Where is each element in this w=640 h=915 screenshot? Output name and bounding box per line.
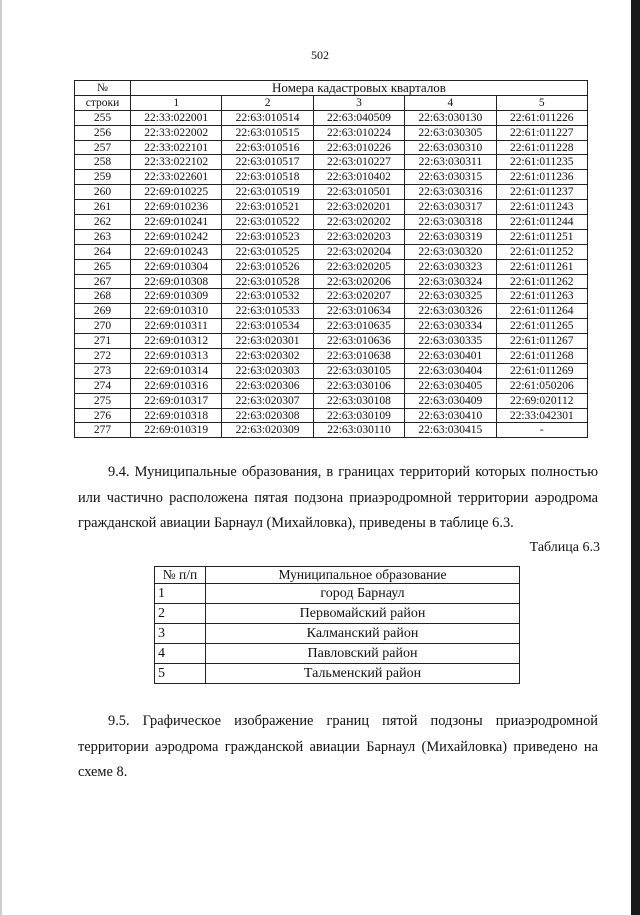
cadastral-number-cell: 22:63:030317: [405, 200, 496, 215]
column-header: 1: [131, 95, 222, 110]
table-row: [75, 170, 588, 185]
table-row: [155, 644, 520, 664]
row-number: 269: [75, 304, 131, 319]
cadastral-number-cell: 22:63:030316: [405, 185, 496, 200]
cadastral-number-cell: 22:63:010636: [313, 334, 404, 349]
cadastral-number-cell: 22:61:011269: [496, 363, 587, 378]
column-header: 2: [222, 95, 313, 110]
cadastral-number-cell: 22:63:010518: [222, 170, 313, 185]
table-row: [75, 200, 588, 215]
cadastral-number-cell: 22:61:011252: [496, 244, 587, 259]
cadastral-number-cell: 22:63:020202: [313, 215, 404, 230]
cadastral-number-cell: 22:63:020309: [222, 423, 313, 438]
row-number: 270: [75, 319, 131, 334]
cadastral-number-cell: 22:63:030405: [405, 378, 496, 393]
cadastral-number-cell: 22:33:022101: [131, 140, 222, 155]
cadastral-number-cell: 22:63:010227: [313, 155, 404, 170]
cadastral-number-cell: 22:63:030401: [405, 349, 496, 364]
cadastral-number-cell: 22:63:010522: [222, 215, 313, 230]
cadastral-number-cell: 22:63:010519: [222, 185, 313, 200]
cadastral-number-cell: 22:61:011236: [496, 170, 587, 185]
row-number: 274: [75, 378, 131, 393]
cadastral-number-cell: 22:63:010533: [222, 304, 313, 319]
column-header: 4: [405, 95, 496, 110]
table-row: [75, 423, 588, 438]
scan-left-edge: [0, 0, 2, 915]
table-row: [75, 393, 588, 408]
table-row: [75, 229, 588, 244]
cadastral-number-cell: 22:61:011262: [496, 274, 587, 289]
cadastral-number-cell: 22:63:010525: [222, 244, 313, 259]
row-number: 265: [75, 259, 131, 274]
cadastral-number-cell: 22:63:020303: [222, 363, 313, 378]
cadastral-number-cell: 22:63:020206: [313, 274, 404, 289]
row-number: 267: [75, 274, 131, 289]
cadastral-number-cell: 22:33:022002: [131, 125, 222, 140]
cadastral-number-cell: 22:61:011237: [496, 185, 587, 200]
cadastral-number-cell: 22:63:030335: [405, 334, 496, 349]
cadastral-number-cell: 22:63:010521: [222, 200, 313, 215]
table-row: [75, 289, 588, 304]
cadastral-number-cell: 22:63:020308: [222, 408, 313, 423]
cadastral-number-cell: 22:63:030325: [405, 289, 496, 304]
cadastral-number-cell: 22:63:010634: [313, 304, 404, 319]
cadastral-number-cell: 22:63:010515: [222, 125, 313, 140]
cadastral-number-cell: 22:63:010501: [313, 185, 404, 200]
cadastral-table-body: [75, 110, 588, 438]
cadastral-number-cell: 22:69:010225: [131, 185, 222, 200]
cadastral-number-cell: 22:69:010236: [131, 200, 222, 215]
cadastral-number-cell: 22:63:020201: [313, 200, 404, 215]
table-row: [75, 185, 588, 200]
table-row: [75, 378, 588, 393]
cadastral-number-cell: 22:69:010316: [131, 378, 222, 393]
cadastral-number-cell: 22:63:020301: [222, 334, 313, 349]
table-row: [75, 140, 588, 155]
row-number: 4: [155, 644, 206, 664]
cadastral-number-cell: 22:63:010532: [222, 289, 313, 304]
cadastral-number-cell: 22:63:030409: [405, 393, 496, 408]
table-row: [75, 215, 588, 230]
table-row: [75, 244, 588, 259]
cadastral-number-cell: 22:63:030334: [405, 319, 496, 334]
cadastral-number-cell: 22:33:022102: [131, 155, 222, 170]
cadastral-number-cell: 22:63:030105: [313, 363, 404, 378]
cadastral-number-cell: 22:69:010304: [131, 259, 222, 274]
cadastral-number-cell: 22:69:010311: [131, 319, 222, 334]
cadastral-number-cell: 22:63:020207: [313, 289, 404, 304]
cadastral-number-cell: 22:61:011261: [496, 259, 587, 274]
cadastral-number-cell: 22:63:010516: [222, 140, 313, 155]
table-6-3-caption: Таблица 6.3: [529, 540, 600, 555]
table-row: [75, 334, 588, 349]
cadastral-number-cell: 22:33:022001: [131, 110, 222, 125]
row-number: 3: [155, 624, 206, 644]
cadastral-number-cell: 22:61:011268: [496, 349, 587, 364]
paragraph-9-4: 9.4. Муниципальные образования, в границах территорий которых полностью или частично расположена пятая подзона приаэродромной территории аэродрома гражданской авиации Барнаул (Михайловка), приведены в таблице 6.3.: [78, 464, 598, 531]
scan-right-edge: [631, 0, 640, 915]
row-number: 264: [75, 244, 131, 259]
cadastral-number-cell: 22:63:030315: [405, 170, 496, 185]
cadastral-number-cell: 22:63:010528: [222, 274, 313, 289]
header-title: Номера кадастровых кварталов: [131, 81, 588, 96]
table-row: [75, 408, 588, 423]
table-row: [75, 155, 588, 170]
cadastral-number-cell: 22:69:010310: [131, 304, 222, 319]
cadastral-number-cell: 22:69:010318: [131, 408, 222, 423]
table-header-row: [75, 81, 588, 96]
row-number: 1: [155, 584, 206, 604]
cadastral-number-cell: 22:61:011226: [496, 110, 587, 125]
row-number: 263: [75, 229, 131, 244]
cadastral-number-cell: 22:63:010526: [222, 259, 313, 274]
cadastral-number-cell: 22:69:020112: [496, 393, 587, 408]
municipal-table-body: [155, 584, 520, 684]
row-number: 255: [75, 110, 131, 125]
cadastral-quarters-table: [74, 80, 588, 438]
column-header: 5: [496, 95, 587, 110]
header-name: Муниципальное образование: [206, 567, 520, 584]
cadastral-number-cell: 22:69:010317: [131, 393, 222, 408]
cadastral-number-cell: 22:63:030310: [405, 140, 496, 155]
cadastral-number-cell: 22:69:010312: [131, 334, 222, 349]
cadastral-number-cell: 22:61:011235: [496, 155, 587, 170]
cadastral-number-cell: 22:61:011263: [496, 289, 587, 304]
cadastral-number-cell: 22:63:030320: [405, 244, 496, 259]
row-number: 260: [75, 185, 131, 200]
table-header-row: [155, 567, 520, 584]
cadastral-number-cell: 22:63:030415: [405, 423, 496, 438]
table-row: [155, 584, 520, 604]
cadastral-number-cell: 22:63:010402: [313, 170, 404, 185]
cadastral-number-cell: 22:61:011267: [496, 334, 587, 349]
cadastral-number-cell: 22:61:011244: [496, 215, 587, 230]
table-row: [75, 319, 588, 334]
table-row: [75, 110, 588, 125]
cadastral-number-cell: 22:33:022601: [131, 170, 222, 185]
row-number: 2: [155, 604, 206, 624]
municipality-name: Первомайский район: [206, 604, 520, 624]
cadastral-number-cell: 22:61:011228: [496, 140, 587, 155]
row-number: 262: [75, 215, 131, 230]
table-row: [75, 274, 588, 289]
cadastral-number-cell: 22:63:030130: [405, 110, 496, 125]
table-row: [75, 125, 588, 140]
column-header: 3: [313, 95, 404, 110]
cadastral-number-cell: 22:63:030305: [405, 125, 496, 140]
cadastral-number-cell: 22:63:020205: [313, 259, 404, 274]
municipal-formations-table: [154, 566, 520, 684]
row-number: 5: [155, 664, 206, 684]
row-number: 261: [75, 200, 131, 215]
cadastral-number-cell: 22:69:010241: [131, 215, 222, 230]
row-number: 277: [75, 423, 131, 438]
paragraph-9-5: 9.5. Графическое изображение границ пятой подзоны приаэродромной территории аэродрома гражданской авиации Барнаул (Михайловка) приведено на схеме 8.: [78, 713, 598, 780]
row-number: 268: [75, 289, 131, 304]
table-row: [155, 664, 520, 684]
cadastral-number-cell: 22:63:030109: [313, 408, 404, 423]
table-subheader-row: [75, 95, 588, 110]
cadastral-number-cell: 22:63:030323: [405, 259, 496, 274]
row-number: 259: [75, 170, 131, 185]
cadastral-number-cell: 22:63:010523: [222, 229, 313, 244]
cadastral-number-cell: 22:61:011265: [496, 319, 587, 334]
cadastral-number-cell: 22:63:010226: [313, 140, 404, 155]
cadastral-number-cell: 22:63:030108: [313, 393, 404, 408]
row-number: 276: [75, 408, 131, 423]
cadastral-number-cell: 22:69:010313: [131, 349, 222, 364]
cadastral-number-cell: 22:69:010243: [131, 244, 222, 259]
cadastral-number-cell: 22:63:030318: [405, 215, 496, 230]
municipality-name: Тальменский район: [206, 664, 520, 684]
cadastral-number-cell: 22:69:010308: [131, 274, 222, 289]
cadastral-number-cell: 22:63:020204: [313, 244, 404, 259]
cadastral-number-cell: 22:63:030319: [405, 229, 496, 244]
cadastral-number-cell: 22:63:030324: [405, 274, 496, 289]
row-number: 257: [75, 140, 131, 155]
cadastral-number-cell: 22:61:011227: [496, 125, 587, 140]
row-number: 273: [75, 363, 131, 378]
header-number-sign: №: [75, 81, 131, 96]
table-row: [75, 363, 588, 378]
table-row: [75, 304, 588, 319]
cadastral-number-cell: 22:61:050206: [496, 378, 587, 393]
header-rows-label: строки: [75, 95, 131, 110]
table-row: [75, 259, 588, 274]
cadastral-number-cell: 22:69:010319: [131, 423, 222, 438]
row-number: 271: [75, 334, 131, 349]
cadastral-number-cell: 22:33:042301: [496, 408, 587, 423]
row-number: 256: [75, 125, 131, 140]
municipality-name: город Барнаул: [206, 584, 520, 604]
cadastral-number-cell: 22:63:010514: [222, 110, 313, 125]
cadastral-number-cell: 22:61:011251: [496, 229, 587, 244]
cadastral-number-cell: 22:63:010534: [222, 319, 313, 334]
cadastral-number-cell: 22:63:020307: [222, 393, 313, 408]
cadastral-number-cell: 22:63:010635: [313, 319, 404, 334]
cadastral-number-cell: 22:63:030326: [405, 304, 496, 319]
header-num: № п/п: [155, 567, 206, 584]
cadastral-number-cell: 22:63:020203: [313, 229, 404, 244]
row-number: 258: [75, 155, 131, 170]
cadastral-number-cell: 22:63:020306: [222, 378, 313, 393]
cadastral-number-cell: 22:63:030110: [313, 423, 404, 438]
cadastral-number-cell: 22:61:011243: [496, 200, 587, 215]
table-row: [155, 624, 520, 644]
cadastral-number-cell: 22:63:010638: [313, 349, 404, 364]
cadastral-number-cell: 22:63:010517: [222, 155, 313, 170]
cadastral-number-cell: 22:63:040509: [313, 110, 404, 125]
municipality-name: Калманский район: [206, 624, 520, 644]
municipality-name: Павловский район: [206, 644, 520, 664]
page-number: 502: [311, 48, 329, 62]
table-row: [75, 349, 588, 364]
cadastral-number-cell: 22:63:030410: [405, 408, 496, 423]
cadastral-number-cell: 22:69:010309: [131, 289, 222, 304]
table-row: [155, 604, 520, 624]
cadastral-number-cell: 22:61:011264: [496, 304, 587, 319]
row-number: 275: [75, 393, 131, 408]
cadastral-number-cell: 22:69:010314: [131, 363, 222, 378]
cadastral-number-cell: 22:63:030106: [313, 378, 404, 393]
row-number: 272: [75, 349, 131, 364]
cadastral-number-cell: -: [496, 423, 587, 438]
cadastral-number-cell: 22:63:010224: [313, 125, 404, 140]
cadastral-number-cell: 22:63:030311: [405, 155, 496, 170]
cadastral-number-cell: 22:69:010242: [131, 229, 222, 244]
cadastral-number-cell: 22:63:030404: [405, 363, 496, 378]
cadastral-number-cell: 22:63:020302: [222, 349, 313, 364]
